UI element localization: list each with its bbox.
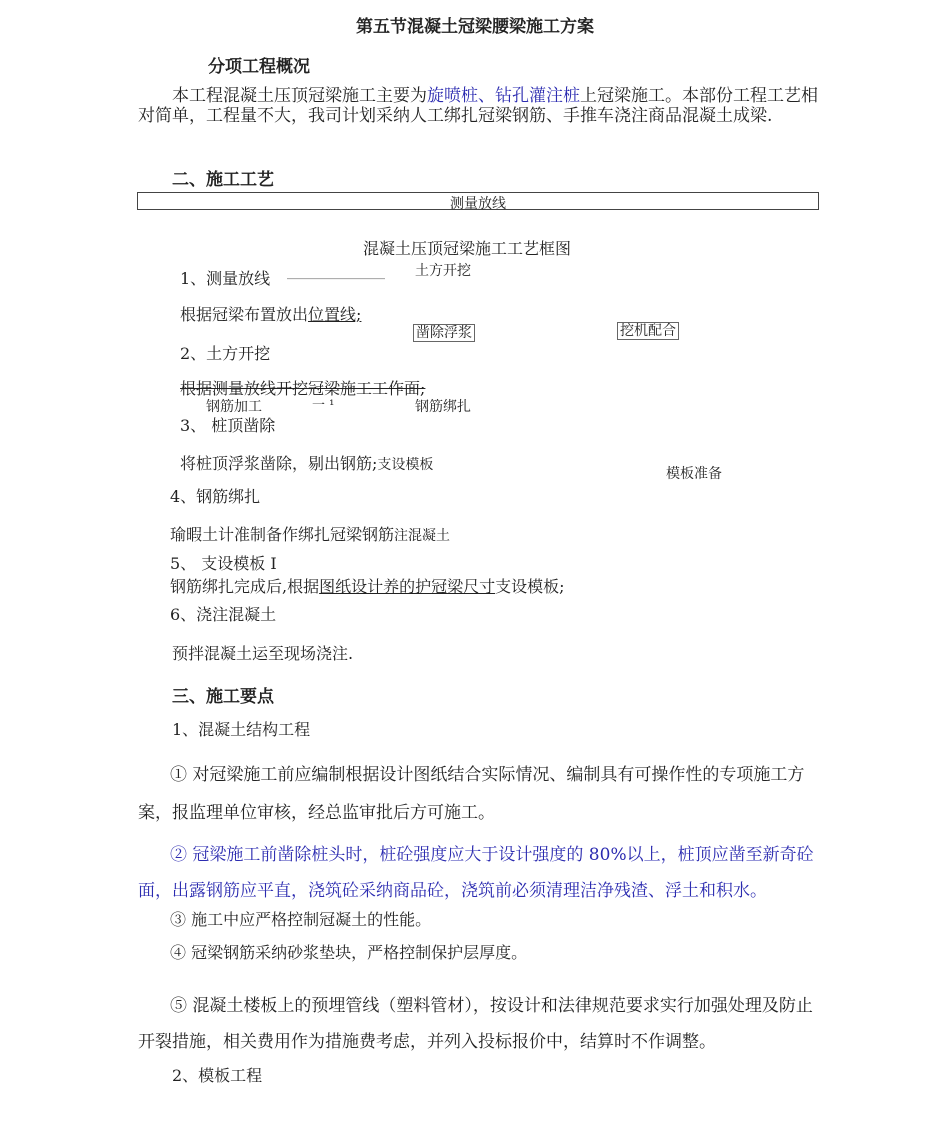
section3-heading: 三、施工要点: [172, 687, 274, 707]
point-5: ⑤ 混凝土楼板上的预埋管线（塑料管材），按设计和法律规范要求实行加强处理及防止开裂措施，相关费用作为措施费考虑，并列入投标报价中，结算时不作调整。: [138, 996, 813, 1052]
section3-sub1: 1、混凝土结构工程: [172, 720, 311, 739]
flow-box-survey: [137, 192, 819, 210]
step2-desc: 根据测量放线开挖冠梁施工工作面;: [180, 379, 426, 398]
flow-connector-mark: 一 ¹: [312, 398, 335, 413]
flow-box-excavator: 挖机配合: [617, 322, 679, 340]
page-title: 第五节混凝土冠梁腰梁施工方案: [356, 17, 594, 37]
flow-label-rebar-processing: 钢筋加工: [206, 399, 262, 415]
step6-desc: 预拌混凝土运至现场浇注.: [172, 644, 354, 663]
overview-paragraph: [138, 86, 820, 126]
step4-desc: [170, 522, 450, 545]
step1-desc-underlined: 位置线;: [308, 305, 362, 324]
flow-label-formwork: 支设模板: [377, 457, 434, 473]
step5-desc-text-b: 支设模板;: [495, 577, 565, 596]
point-4: ④ 冠梁钢筋采纳砂浆垫块，严格控制保护层厚度。: [170, 943, 528, 962]
step5-desc-underlined: 图纸设计养的护冠梁尺寸: [319, 577, 496, 596]
flow-label-rebar-tie: 钢筋绑扎: [415, 399, 471, 415]
point-1: ① 对冠梁施工前应编制根据设计图纸结合实际情况、编制具有可操作性的专项施工方案，报监理单位审核，经总监审批后方可施工。: [138, 765, 805, 823]
step4-title: 4、钢筋绑扎: [170, 487, 261, 506]
point-3: ③ 施工中应严格控制冠凝土的性能。: [170, 910, 432, 929]
flow-label-earthwork: 土方开挖: [415, 263, 471, 279]
flow-label-formwork-prep: 模板准备: [666, 466, 722, 482]
step3-desc: [180, 451, 433, 474]
step1-underline: ______________: [287, 264, 385, 280]
overview-heading: 分项工程概况: [208, 57, 310, 77]
flow-label-pour: 注混凝土: [394, 528, 451, 544]
step5-desc-text-a: 钢筋绑扎完成后,根据: [170, 577, 320, 596]
step1-desc-text: 根据冠梁布置放出: [180, 305, 309, 324]
overview-text-b: 上冠梁施工。本部份工程工艺相对简单，工程量不大，我司计划采纳人工绑扎冠梁钢筋、手推车浇注商品混凝土成梁.: [138, 86, 818, 126]
flow-box-survey-label: 测量放线: [450, 196, 506, 212]
overview-text-a: 本工程混凝土压顶冠梁施工主要为: [172, 86, 427, 106]
section2-heading: 二、施工工艺: [172, 170, 274, 190]
step4-desc-text: 瑜暇土计准制备作绑扎冠梁钢筋: [170, 525, 395, 544]
point-2: ② 冠梁施工前凿除桩头时，桩砼强度应大于设计强度的 80%以上，桩顶应凿至新奇砼面，出露钢筋应平直，浇筑砼采纳商品砼，浇筑前必须清理洁净残渣、浮土和积水。: [138, 845, 814, 901]
step5-desc: [170, 574, 565, 597]
step1-title: 1、测量放线: [180, 269, 271, 288]
step5-title: 5、 支设模板 I: [170, 554, 277, 573]
flow-box-chisel: 凿除浮浆: [413, 324, 475, 342]
flow-chart-title: 混凝土压顶冠梁施工工艺框图: [363, 239, 572, 258]
step3-desc-text: 将桩顶浮浆凿除，剔出钢筋;: [180, 454, 378, 473]
step2-title: 2、土方开挖: [180, 344, 271, 363]
overview-pile-types: 旋喷桩、钻孔灌注桩: [427, 86, 580, 106]
step1-desc: [180, 302, 361, 325]
step6-title: 6、浇注混凝土: [170, 605, 277, 624]
section3-sub2: 2、模板工程: [172, 1066, 263, 1085]
step3-title: 3、 桩顶凿除: [180, 416, 276, 435]
